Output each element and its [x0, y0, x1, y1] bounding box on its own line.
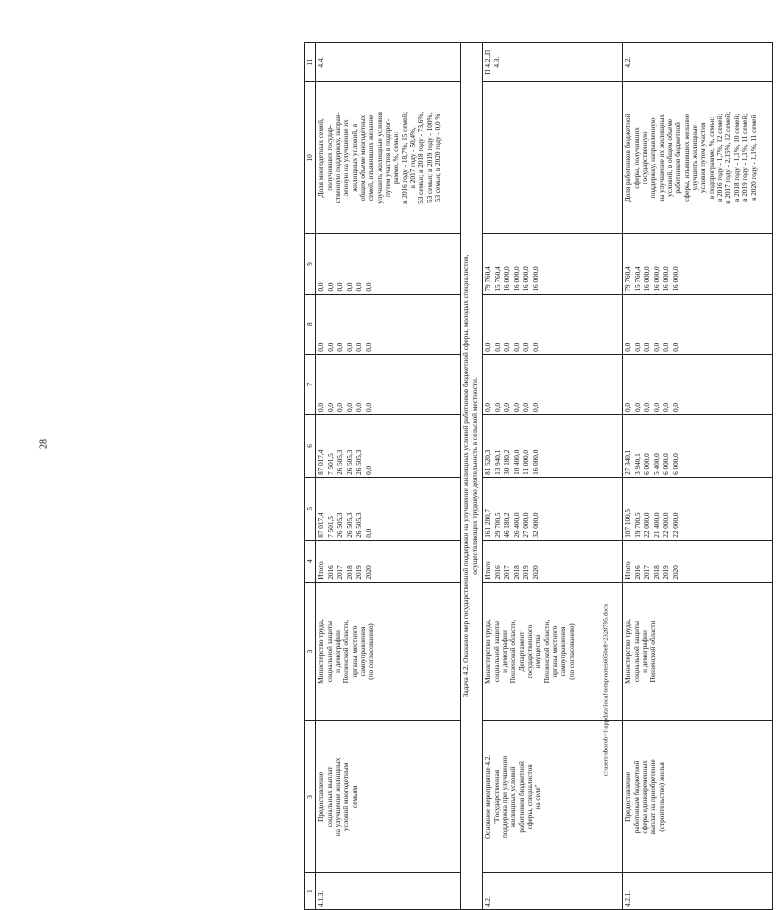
- activity-name: Предоставление социальных выплат на улучшение жилищных условий многодетным семьям: [316, 721, 461, 873]
- header-cell: 3: [305, 582, 316, 721]
- local-budget-cell: 0,0 0,0 0,0 0,0 0,0 0,0: [316, 294, 461, 354]
- activity-name: Предоставление работникам бюджетной сферы единовременных выплат на приобретение (строительство) жилья: [623, 721, 773, 873]
- footer-file-path: c:\users\sboroh~1\appdata\local\temp\notes6050e8~2328795.docx: [602, 603, 610, 777]
- indicator-cell: [483, 82, 623, 234]
- activity-name: Основное мероприятие 4.2. "Государственная поддержка при улучшении жилищных условий работников бюджетной сферы, специалистов на селе": [483, 721, 623, 873]
- table-row: [483, 43, 623, 910]
- other-sources-cell: 79 760,4 15 760,4 16 000,0 16 000,0 16 000,0 16 000,0: [483, 234, 623, 294]
- header-cell: 5: [305, 477, 316, 540]
- table-row: [316, 43, 461, 910]
- other-sources-cell: 0,0 0,0 0,0 0,0 0,0 0,0: [316, 234, 461, 294]
- header-cell: 7: [305, 354, 316, 414]
- executor: Министерство труда, социальной защиты и демографии Пензенской области, органы местного самоуправления (по согласованию): [316, 582, 461, 721]
- local-budget-cell: 0,0 0,0 0,0 0,0 0,0 0,0: [623, 294, 773, 354]
- header-cell: 4: [305, 540, 316, 582]
- executor: Министерство труда, социальной защиты и демографии Пензенской области, Департамент государственного имущества Пензенской области, органы местного самоуправления (по согласованию): [483, 582, 623, 721]
- executor: Министерство труда, социальной защиты и демографии Пензенской области: [623, 582, 773, 721]
- years-cell: Итого 2016 2017 2018 2019 2020: [483, 540, 623, 582]
- task-heading: Задача 4.2. Оказание мер государственной поддержки на улучшение жилищных условий работников бюджетной сферы, молодых специалистов, осуществляющих трудовую деятельность в сельской местности.: [461, 43, 483, 910]
- row-number: 4.2.1.: [623, 873, 773, 910]
- years-cell: Итого 2016 2017 2018 2019 2020: [316, 540, 461, 582]
- table-row: [623, 43, 773, 910]
- row-number: 4.2.: [483, 873, 623, 910]
- header-cell: 3: [305, 721, 316, 873]
- years-cell: Итого 2016 2017 2018 2019 2020: [623, 540, 773, 582]
- page-number: 28: [38, 439, 50, 449]
- rotated-table-sheet: [304, 42, 776, 910]
- reference-cell: П 4.2.,П 4.3.: [483, 43, 623, 82]
- total-funding-cell: 87 017,4 7 501,5 26 505,3 26 505,3 26 505,3 0,0: [316, 477, 461, 540]
- federal-budget-cell: 0,0 0,0 0,0 0,0 0,0 0,0: [316, 354, 461, 414]
- program-activities-table: [304, 42, 773, 910]
- task-row: [461, 43, 483, 910]
- total-funding-cell: 107 100,5 19 700,5 22 000,0 21 400,0 22 000,0 22 000,0: [623, 477, 773, 540]
- header-cell: 8: [305, 294, 316, 354]
- regional-budget-cell: 87 017,4 7 501,5 26 505,3 26 505,3 26 505,3 0,0: [316, 415, 461, 478]
- regional-budget-cell: 27 340,1 3 940,1 6 000,0 5 400,0 6 000,0 6 000,0: [623, 415, 773, 478]
- header-cell: 1: [305, 873, 316, 910]
- regional-budget-cell: 81 520,3 13 940,1 30 180,2 10 400,0 11 000,0 16 000,0: [483, 415, 623, 478]
- header-cell: 9: [305, 234, 316, 294]
- reference-cell: 4.4.: [316, 43, 461, 82]
- header-cell: 11: [305, 43, 316, 82]
- other-sources-cell: 79 760,4 15 760,4 16 000,0 16 000,0 16 000,0 16 000,0: [623, 234, 773, 294]
- total-funding-cell: 161 280,7 29 700,5 46 180,2 26 400,0 27 000,0 32 000,0: [483, 477, 623, 540]
- header-row: [305, 43, 316, 910]
- indicator-cell: Доля многодетных семей, получивших государ- ственную поддержку, направ- ленную на улучшение их жилищных условий, в общем объеме многодетных семей, изъявивших желание улучшить жилищные условия путем участия в подпрог- рамме, %, семьи: в 2016 году - 18,7%, 15 семей; в 2017 году - 50,4%, 53 семьи; в 2018 году - 73,6%, 53 семьи; в 2019 году - 100%, 53 семьи; в 2020 году - 0,0 %: [316, 82, 461, 234]
- reference-cell: 4.2.: [623, 43, 773, 82]
- local-budget-cell: 0,0 0,0 0,0 0,0 0,0 0,0: [483, 294, 623, 354]
- row-number: 4.1.3.: [316, 873, 461, 910]
- header-cell: 10: [305, 82, 316, 234]
- header-cell: 6: [305, 415, 316, 478]
- federal-budget-cell: 0,0 0,0 0,0 0,0 0,0 0,0: [623, 354, 773, 414]
- federal-budget-cell: 0,0 0,0 0,0 0,0 0,0 0,0: [483, 354, 623, 414]
- indicator-cell: Доля работников бюджетной сферы, получивших государственную поддержку, направленную на улучшение их жилищных условий, в общем объеме работников бюджетной сферы, изъявивших желание улучшить жилищные условия путем участия в подпрограмме, %, семьи: в 2016 году - 1,7%, 12 семей; в 2017 году - 2,15%, 12 семей; в 2018 году - 1,1%, 10 семей; в 2019 году - 1,1%, 11 семей; в 2020 году - 1,1%, 11 семей: [623, 82, 773, 234]
